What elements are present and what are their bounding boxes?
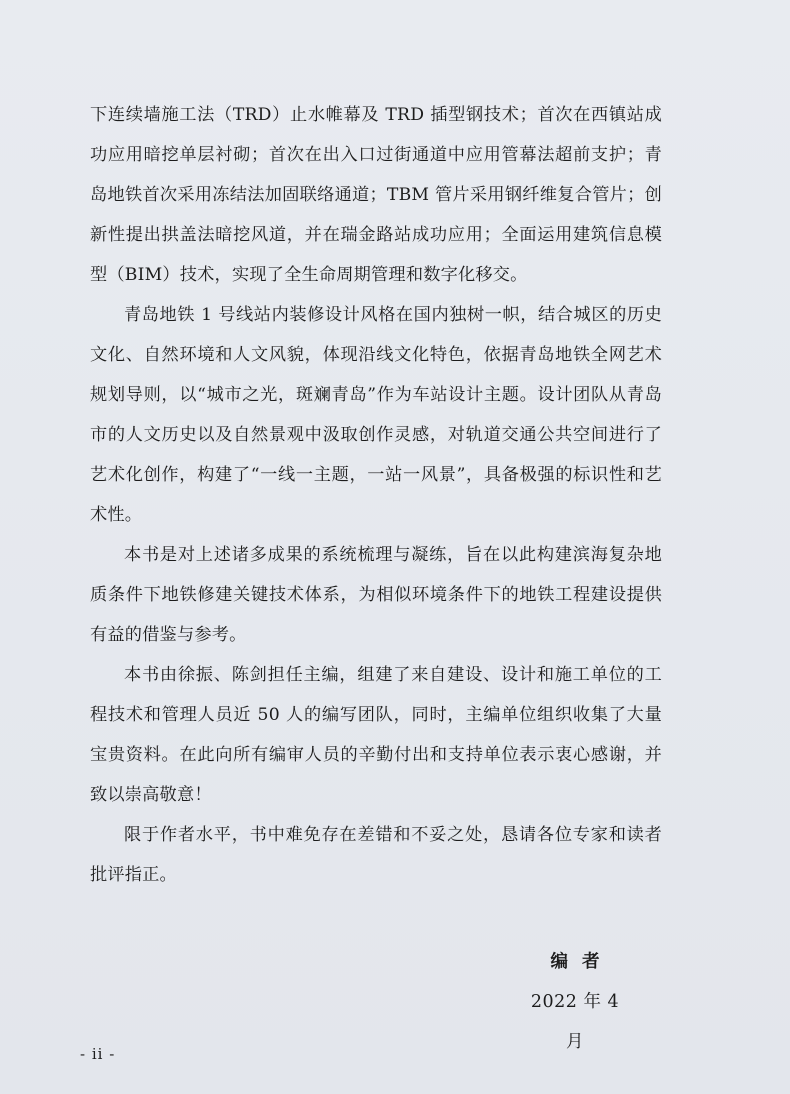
signature-block [520,942,630,1062]
paragraph: 青岛地铁 1 号线站内装修设计风格在国内独树一帜，结合城区的历史文化、自然环境和人文风貌，体现沿线文化特色，依据青岛地铁全网艺术规划导则，以“城市之光，斑斓青岛”作为车站设计主题。设计团队从青岛市的人文历史以及自然景观中汲取创作灵感，对轨道交通公共空间进行了艺术化创作，构建了“一线一主题，一站一风景”，具备极强的标识性和艺术性。 [90,305,662,525]
editor-label: 编者 [550,952,614,972]
signature-date: 2022 年 4 月 [530,992,620,1052]
paragraph: 本书是对上述诸多成果的系统梳理与凝练，旨在以此构建滨海复杂地质条件下地铁修建关键技术体系，为相似环境条件下的地铁工程建设提供有益的借鉴与参考。 [90,545,662,645]
body-text [90,95,662,895]
paragraph-continued: 下连续墙施工法（TRD）止水帷幕及 TRD 插型钢技术；首次在西镇站成功应用暗挖单层衬砌；首次在出入口过街通道中应用管幕法超前支护；青岛地铁首次采用冻结法加固联络通道；TBM 管片采用钢纤维复合管片；创新性提出拱盖法暗挖风道，并在瑞金路站成功应用；全面运用建筑信息模型（BIM）技术，实现了全生命周期管理和数字化移交。 [90,105,662,285]
paragraph: 本书由徐振、陈剑担任主编，组建了来自建设、设计和施工单位的工程技术和管理人员近 50 人的编写团队，同时，主编单位组织收集了大量宝贵资料。在此向所有编审人员的辛勤付出和支持单位表示衷心感谢，并致以崇高敬意！ [90,665,662,805]
page-number: - ii - [80,1045,116,1063]
paragraph: 限于作者水平，书中难免存在差错和不妥之处，恳请各位专家和读者批评指正。 [90,825,662,885]
